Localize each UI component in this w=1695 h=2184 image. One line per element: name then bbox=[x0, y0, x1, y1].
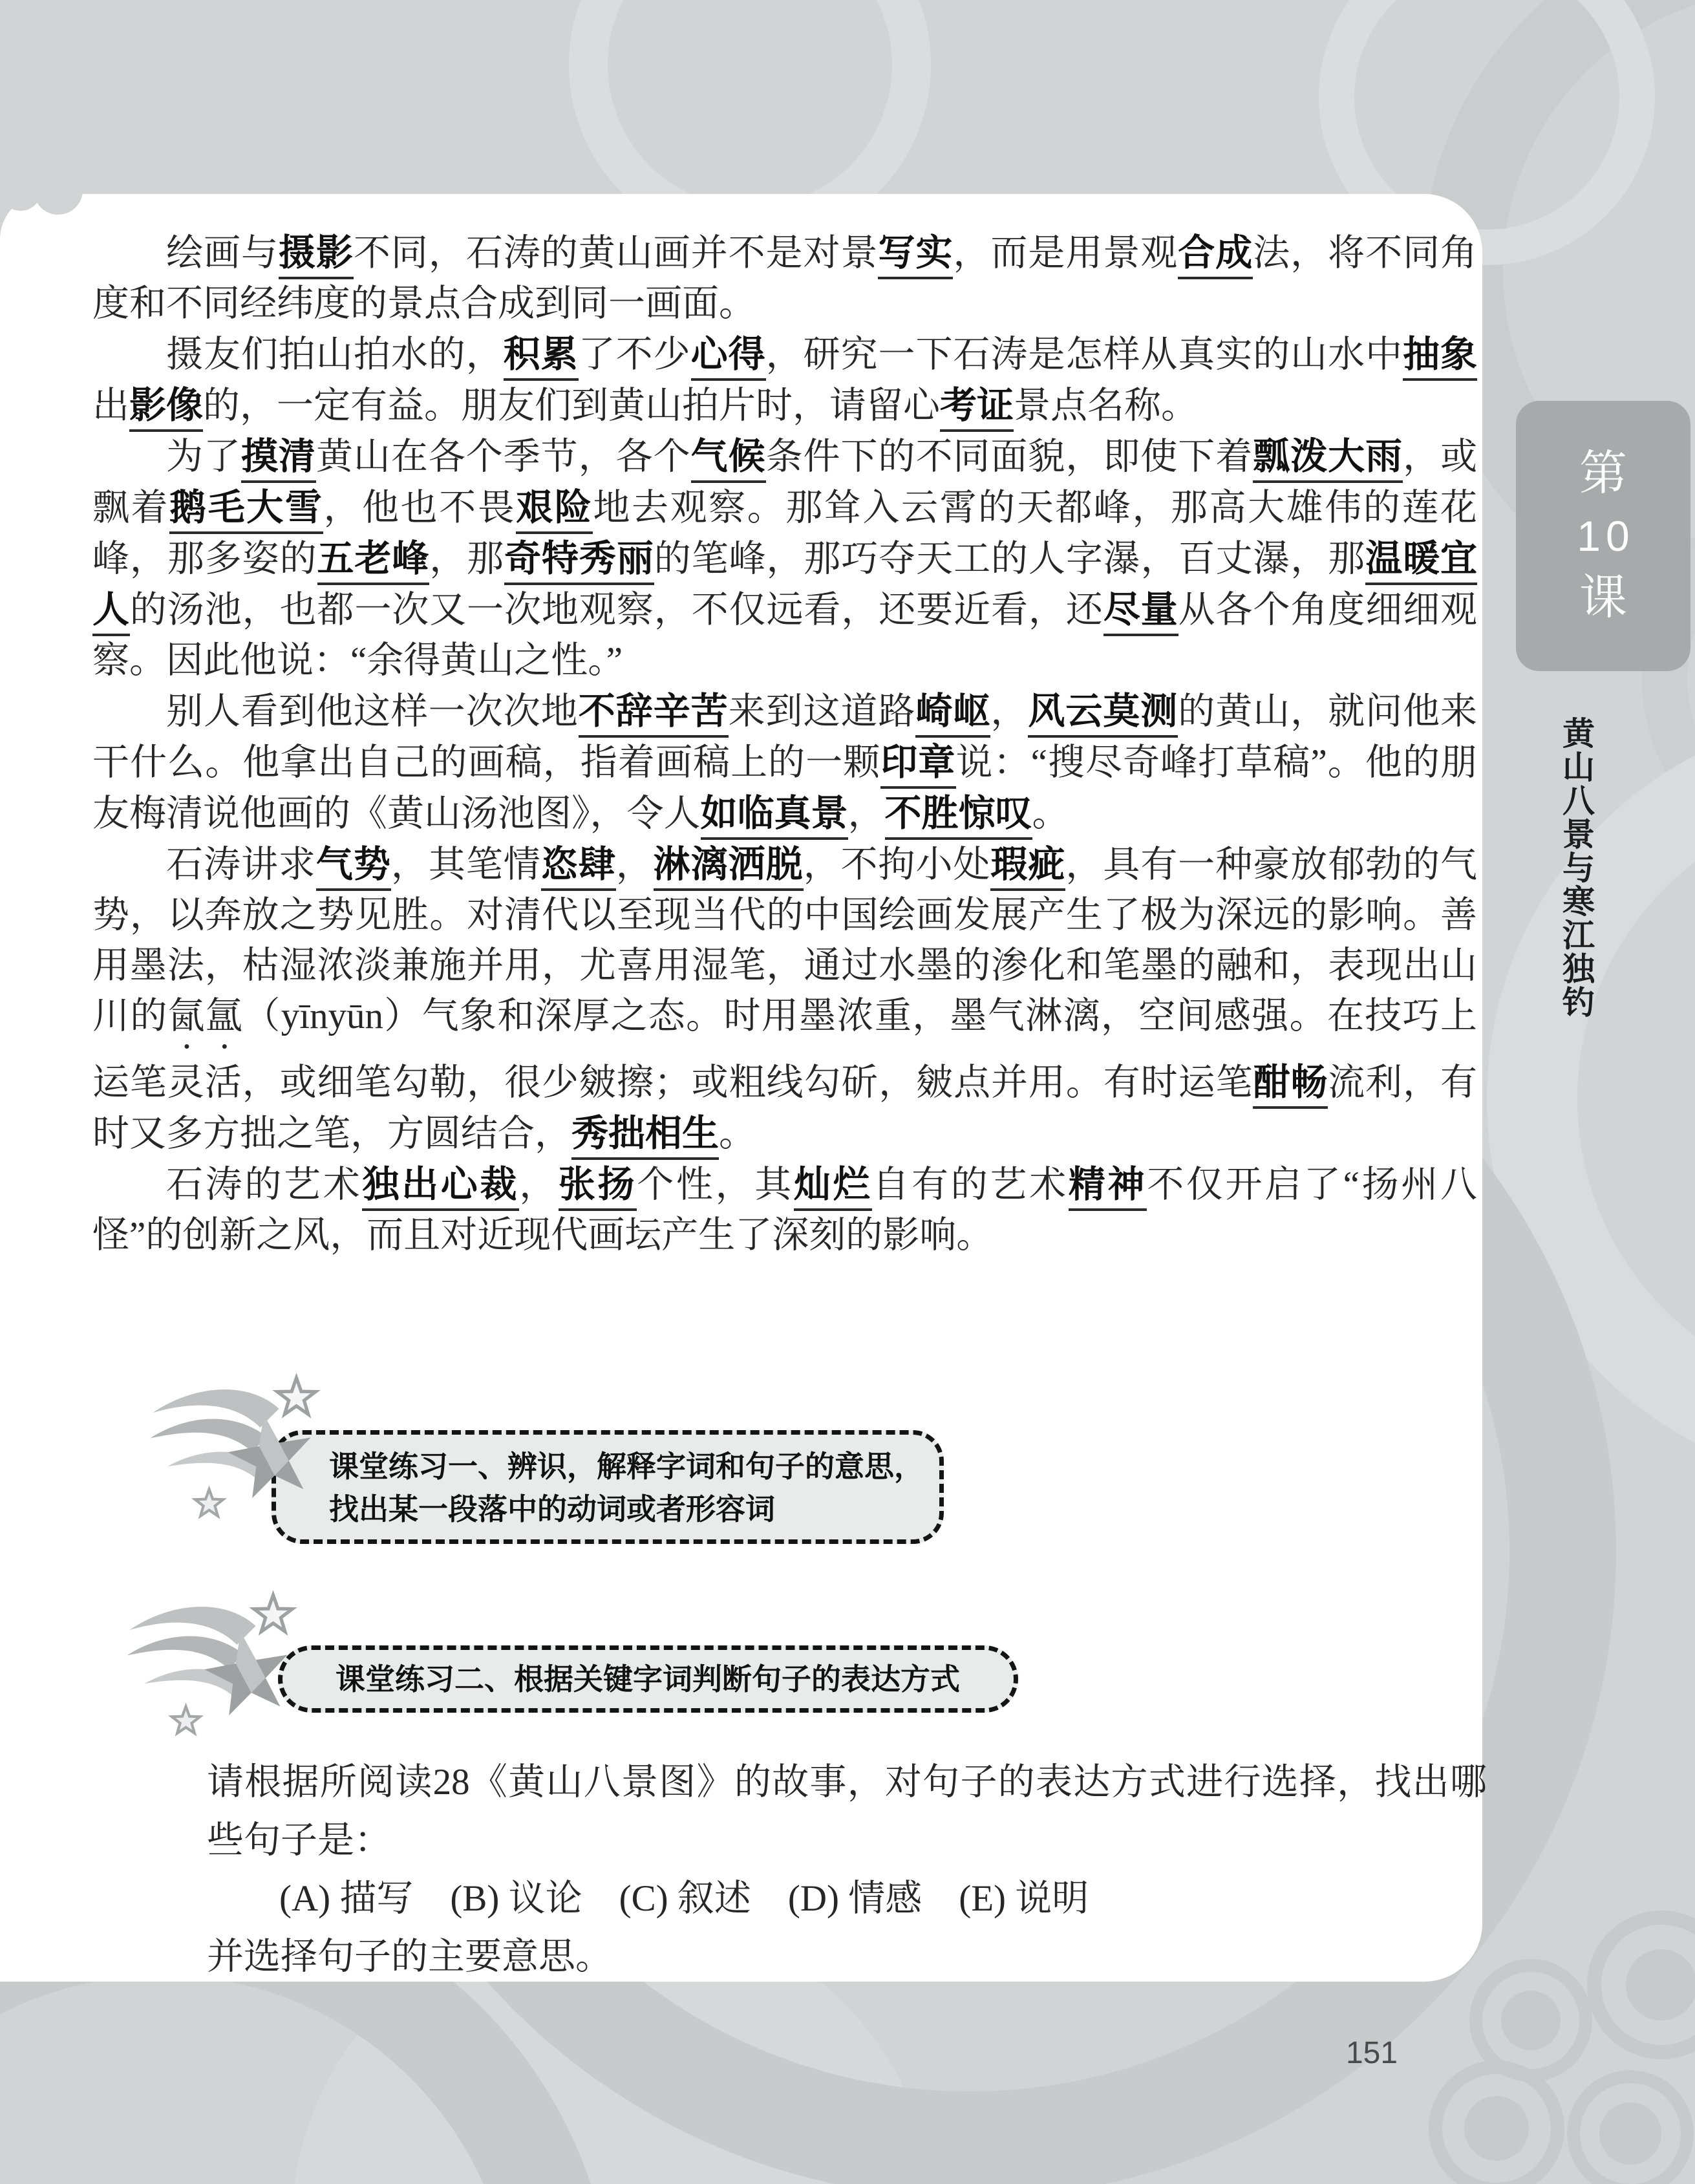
vocab-term: 五老峰 bbox=[317, 538, 430, 585]
paragraph bbox=[92, 431, 1477, 686]
text-run: 石涛讲求 bbox=[166, 844, 316, 885]
vocab-term: 酣畅 bbox=[1253, 1062, 1328, 1109]
text-run: 黄山在各个季节，各个 bbox=[315, 436, 691, 477]
text-run: ， bbox=[615, 844, 654, 885]
text-run: 来到这道路 bbox=[728, 691, 916, 732]
text-run: ， bbox=[990, 691, 1029, 732]
text-run: ，而是用景观 bbox=[953, 233, 1178, 273]
vocab-term: 精神 bbox=[1069, 1164, 1147, 1211]
text-run: 地去观察。那耸入云霄的天都峰，那高大雄伟的莲花峰，那多姿的 bbox=[92, 487, 1478, 579]
text-run: 的黄山，就问他来干什么。他拿出自己的画稿，指着画稿上的一颗 bbox=[92, 691, 1478, 783]
vocab-term: 不胜惊叹 bbox=[885, 793, 1032, 840]
text-run: 景点名称。 bbox=[1014, 385, 1198, 426]
vocab-term: 考证 bbox=[940, 385, 1014, 432]
vocab-term: 心得 bbox=[691, 334, 766, 381]
lesson-text bbox=[92, 228, 1477, 1261]
text-run: 个性，其 bbox=[637, 1164, 794, 1205]
lesson-tab-number: 10 bbox=[1577, 512, 1635, 560]
paragraph bbox=[92, 1159, 1477, 1261]
text-run: 的，一定有益。朋友们到黄山拍片时，请留心 bbox=[203, 385, 940, 426]
text-run: 的笔峰，那巧夺天工的人字瀑，百丈瀑，那 bbox=[654, 539, 1366, 579]
exercise-2-label: 课堂练习二、根据关键字词判断句子的表达方式 bbox=[336, 1662, 960, 1696]
text-run: ，不拘小处 bbox=[803, 844, 991, 885]
exercise-box-2 bbox=[278, 1645, 1018, 1713]
text-run: 条件下的不同面貌，即使下着 bbox=[765, 436, 1253, 477]
vocab-term: 气候 bbox=[691, 436, 766, 483]
text-run: 说：“搜尽奇峰打草稿”。他的朋友梅清说他画的《黄山汤池图》，令人 bbox=[92, 742, 1478, 834]
text-run: 从各个角度细细观察。因此他说：“余得黄山之性。” bbox=[92, 590, 1478, 681]
text-run: 。 bbox=[719, 1113, 756, 1154]
text-run: 的汤池，也都一次又一次地观察，不仅远看，还要近看，还 bbox=[129, 590, 1103, 630]
vocab-term: 崎岖 bbox=[915, 691, 990, 738]
vocab-term: 抽象 bbox=[1403, 334, 1477, 381]
vocab-term: 恣肆 bbox=[541, 844, 616, 891]
vocab-term: 鹅毛大雪 bbox=[169, 487, 323, 534]
vocab-term: 瑕疵 bbox=[990, 844, 1065, 891]
paragraph bbox=[92, 686, 1477, 839]
text-run: 绘画与 bbox=[166, 233, 279, 273]
lesson-title-vertical: 黄山八景与寒江独钓 bbox=[1558, 716, 1594, 1019]
vocab-term: 瓢泼大雨 bbox=[1253, 436, 1403, 483]
text-run: ，其笔情 bbox=[390, 844, 541, 885]
vocab-term: 艰险 bbox=[516, 487, 593, 534]
vocab-term: 独出心裁 bbox=[362, 1164, 519, 1211]
vocab-term: 淋漓洒脱 bbox=[654, 844, 804, 891]
lesson-tab-char: 第 bbox=[1579, 447, 1627, 500]
text-run: 别人看到他这样一次次地 bbox=[166, 691, 579, 732]
vocab-term: 如临真景 bbox=[701, 793, 848, 840]
circle-decoration bbox=[1501, 1991, 1561, 2050]
task-line: 请根据所阅读28《黄山八景图》的故事，对句子的表达方式进行选择，找出哪些句子是： bbox=[207, 1762, 1487, 1861]
vocab-term: 印章 bbox=[880, 742, 955, 789]
text-run: 自有的艺术 bbox=[872, 1164, 1069, 1205]
circle-decoration bbox=[1626, 1949, 1695, 2020]
text-run: ， bbox=[519, 1164, 559, 1205]
exercise-box-1 bbox=[272, 1430, 944, 1544]
vocab-term: 摄影 bbox=[279, 232, 354, 279]
vocab-term: 秀拙相生 bbox=[571, 1113, 719, 1160]
vocab-term: 合成 bbox=[1178, 232, 1253, 279]
paragraph bbox=[92, 228, 1477, 329]
task-instructions bbox=[207, 1753, 1487, 1986]
vocab-term: 灿烂 bbox=[794, 1164, 872, 1211]
text-run: ，研究一下石涛是怎样从真实的山水中 bbox=[765, 334, 1403, 375]
text-run: 石涛的艺术 bbox=[166, 1164, 363, 1205]
circle-decoration bbox=[1599, 2103, 1661, 2165]
text-run: （yīnyūn）气象和深厚之态。时用墨浓重，墨气淋漓，空间感强。在技巧上运笔灵活，或细笔勾勒，很少皴擦；或粗线勾斫，皴点并用。有时运笔 bbox=[92, 996, 1477, 1103]
text-run: 不仅开启了“扬州八怪”的创新之风，而且对近现代画坛产生了深刻的影响。 bbox=[92, 1164, 1477, 1256]
lesson-number-tab bbox=[1516, 401, 1690, 671]
card-corner-scallop bbox=[34, 166, 83, 215]
text-run: ，那 bbox=[429, 539, 505, 579]
vocab-term: 尽量 bbox=[1103, 589, 1178, 636]
task-line: 并选择句子的主要意思。 bbox=[207, 1936, 612, 1977]
text-run: ，具有一种豪放郁勃的气势，以奔放之势见胜。对清代以至现当代的中国绘画发展产生了极为深远的影响。善用墨法，枯湿浓淡兼施并用，尤喜用湿笔，通过水墨的渗化和笔墨的融和，表现出山川的 bbox=[92, 844, 1478, 1036]
exercise-1-label-line1: 课堂练习一、辨识，解释字词和句子的意思， bbox=[329, 1450, 924, 1483]
vocab-term: 不辞辛苦 bbox=[579, 691, 729, 738]
text-run: ，或飘着 bbox=[92, 436, 1478, 528]
vocab-term: 影像 bbox=[129, 385, 203, 432]
task-options-line: (A) 描写 (B) 议论 (C) 叙述 (D) 情感 (E) 说明 bbox=[279, 1878, 1089, 1919]
circle-decoration bbox=[1464, 2096, 1529, 2161]
paragraph bbox=[92, 329, 1477, 431]
text-run: ， bbox=[848, 793, 885, 834]
text-run: ，他也不畏 bbox=[323, 487, 517, 528]
shooting-star-icon bbox=[147, 1372, 322, 1521]
vocab-term: 积累 bbox=[504, 334, 579, 381]
text-run: 了不少 bbox=[578, 334, 691, 375]
text-run: 为了 bbox=[166, 436, 241, 477]
paragraph bbox=[92, 839, 1477, 1159]
vocab-term: 写实 bbox=[878, 232, 953, 279]
vocab-term: 温暖宜人 bbox=[92, 538, 1477, 636]
text-run: 不同，石涛的黄山画并不是对景 bbox=[353, 233, 879, 273]
page-number: 151 bbox=[1345, 2036, 1398, 2070]
vocab-term: 气势 bbox=[316, 844, 391, 891]
text-run: 法，将不同角度和不同经纬度的景点合成到同一画面。 bbox=[92, 233, 1478, 324]
text-run: 摄友们拍山拍水的， bbox=[166, 334, 504, 375]
exercise-1-label-line2: 找出某一段落中的动词或者形容词 bbox=[329, 1492, 775, 1526]
text-run: 。 bbox=[1032, 793, 1069, 834]
emphasized-term: 氤氲 bbox=[167, 996, 244, 1036]
shooting-star-icon bbox=[124, 1589, 299, 1738]
vocab-term: 张扬 bbox=[559, 1164, 637, 1211]
lesson-tab-char: 课 bbox=[1579, 572, 1627, 625]
vocab-term: 摸清 bbox=[241, 436, 316, 483]
text-run: 出 bbox=[92, 385, 129, 426]
vocab-term: 奇特秀丽 bbox=[504, 538, 654, 585]
text-run: 流利，有时又多方拙之笔，方圆结合， bbox=[92, 1062, 1478, 1154]
vocab-term: 风云莫测 bbox=[1028, 691, 1178, 738]
